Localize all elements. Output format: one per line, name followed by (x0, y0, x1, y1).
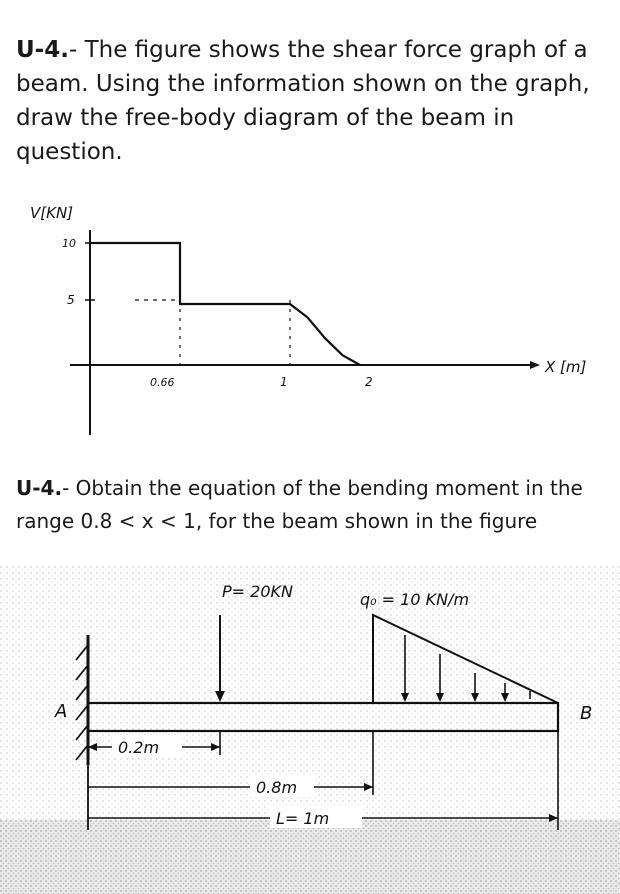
y-axis-label: V[KN] (30, 204, 74, 222)
support-a-label: A (55, 701, 68, 722)
x-tick-label-1: 1 (280, 375, 288, 389)
problem-1-number: U-4. (16, 37, 69, 63)
y-tick-label-5: 5 (67, 293, 75, 307)
x-axis-arrow (530, 361, 540, 369)
dim-label-1m: L= 1m (276, 809, 330, 828)
x-tick-label-2: 2 (365, 375, 373, 389)
problem-1-text (16, 33, 606, 169)
problem-2-body: - Obtain the equation of the bending moment in the range 0.8 < x < 1, for the beam shown in the figure (16, 476, 583, 533)
y-tick-label-10: 10 (62, 237, 76, 250)
problem-1-body: - The figure shows the shear force graph of a beam. Using the information shown on the graph, draw the free-body diagram of the beam in question. (16, 37, 590, 165)
shear-force-graph (0, 190, 620, 450)
dim-label-0-2m: 0.2m (118, 738, 160, 757)
shear-curve (90, 243, 360, 365)
support-b-label: B (580, 703, 593, 724)
dim-label-0-8m: 0.8m (256, 778, 298, 797)
point-load-label: P= 20KN (222, 582, 293, 601)
distributed-load-label: q₀ = 10 KN/m (360, 590, 470, 609)
problem-2-number: U-4. (16, 476, 63, 500)
x-tick-label-0-66: 0.66 (150, 376, 175, 389)
scan-noise-bottom (0, 820, 620, 894)
problem-2-text (16, 472, 606, 538)
beam-diagram (0, 565, 620, 894)
x-axis-label: X [m] (545, 358, 587, 376)
